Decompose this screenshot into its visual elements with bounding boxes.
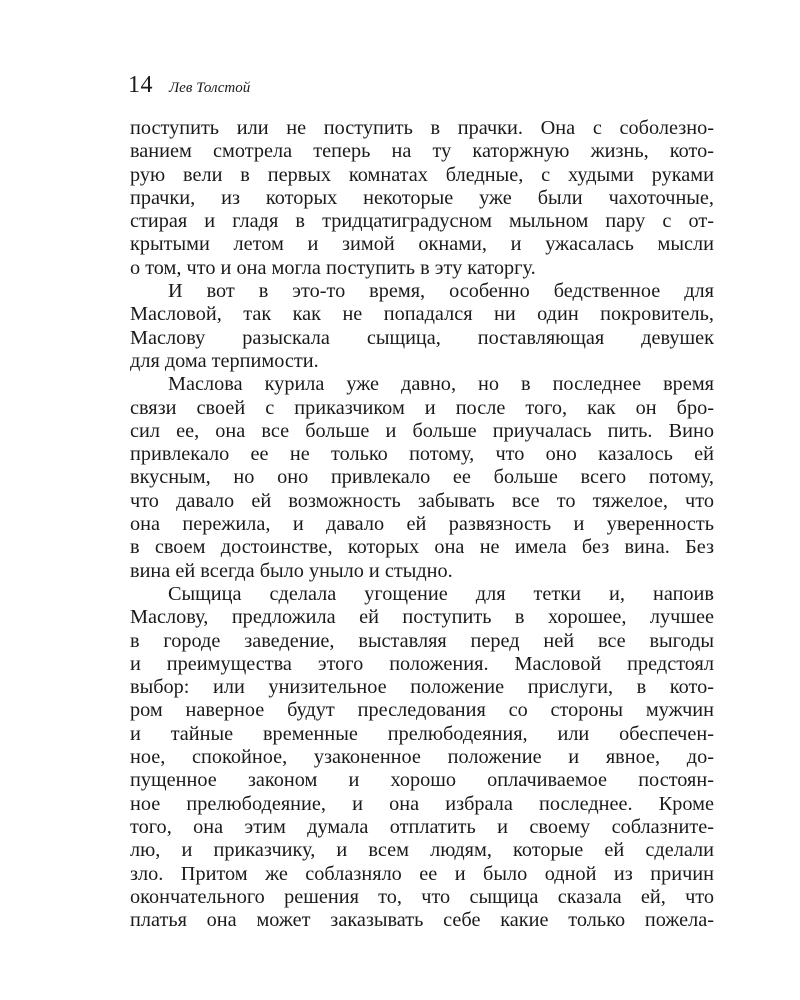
text-line: и тайные временные прелюбодеяния, или обеспечен- xyxy=(130,722,714,745)
text-line: лю, и приказчику, и всем людям, которые ей сделали xyxy=(130,839,714,862)
text-line: Сыщица сделала угощение для тетки и, напоив xyxy=(168,582,714,605)
text-line: и преимущества этого положения. Масловой предстоял xyxy=(130,652,714,675)
body-text xyxy=(130,117,714,932)
paragraph xyxy=(130,280,714,373)
page-number: 14 xyxy=(128,72,153,98)
text-line: пущенное законом и хорошо оплачиваемое постоян- xyxy=(130,769,714,792)
text-line: в своем достоинстве, которых она не имела без вина. Без xyxy=(130,536,714,559)
text-line: сил ее, она все больше и больше приучалась пить. Вино xyxy=(130,419,714,442)
text-line: зло. Притом же соблазняло ее и было одной из причин xyxy=(130,862,714,885)
text-line: выбор: или унизительное положение прислуги, в кото- xyxy=(130,676,714,699)
paragraph xyxy=(130,373,714,583)
text-line: ное, спокойное, узаконенное положение и явное, до- xyxy=(130,746,714,769)
running-head xyxy=(128,72,250,106)
text-line: Маслова курила уже давно, но в последнее время xyxy=(168,373,714,396)
text-line: прачки, из которых некоторые уже были чахоточные, xyxy=(130,186,714,209)
paragraph xyxy=(130,583,714,932)
text-line: для дома терпимости. xyxy=(130,349,319,372)
text-line: платья она может заказывать себе какие только пожела- xyxy=(130,909,714,932)
text-line: что давало ей возможность забывать все то тяжелое, что xyxy=(130,489,714,512)
text-line: И вот в это-то время, особенно бедственное для xyxy=(168,280,714,303)
text-line: Маслову, предложила ей поступить в хорошее, лучшее xyxy=(130,606,714,629)
text-line: поступить или не поступить в прачки. Она с соболезно- xyxy=(130,117,714,139)
text-line: привлекало ее не только потому, что оно казалось ей xyxy=(130,443,714,466)
text-line: Маслову разыскала сыщица, поставляющая девушек xyxy=(130,326,714,349)
text-line: ное прелюбодеяние, и она избрала последнее. Кроме xyxy=(130,792,714,815)
text-line: она пережила, и давало ей развязность и уверенность xyxy=(130,513,714,536)
text-line: рую вели в первых комнатах бледные, с худыми руками xyxy=(130,163,714,186)
text-line: стирая и гладя в тридцатиградусном мыльном пару с от- xyxy=(130,210,714,233)
text-line: вкусным, но оно привлекало ее больше всего потому, xyxy=(130,466,714,489)
text-line: ванием смотрела теперь на ту каторжную жизнь, кото- xyxy=(130,140,714,163)
paragraph xyxy=(130,117,714,280)
text-line: ром наверное будут преследования со стороны мужчин xyxy=(130,699,714,722)
author-name: Лев Толстой xyxy=(169,80,251,96)
text-line: вина ей всегда было уныло и стыдно. xyxy=(130,559,453,582)
text-line: в городе заведение, выставляя перед ней все выгоды xyxy=(130,629,714,652)
text-line: того, она этим думала отплатить и своему соблазните- xyxy=(130,815,714,838)
text-line: о том, что и она могла поступить в эту каторгу. xyxy=(130,256,536,279)
text-line: окончательного решения то, что сыщица сказала ей, что xyxy=(130,885,714,908)
text-line: Масловой, так как не попадался ни один покровитель, xyxy=(130,303,714,326)
text-line: крытыми летом и зимой окнами, и ужасалась мысли xyxy=(130,233,714,256)
text-line: связи своей с приказчиком и после того, как он бро- xyxy=(130,396,714,419)
